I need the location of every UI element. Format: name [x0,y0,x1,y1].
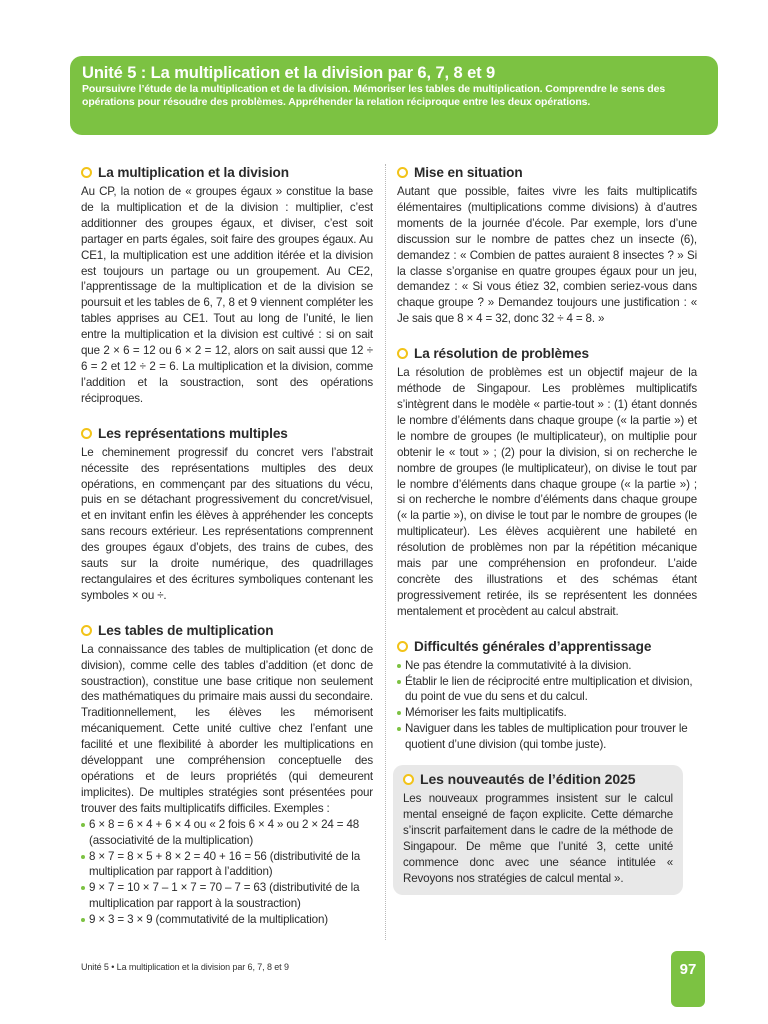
circle-bullet-icon [397,167,408,178]
column-divider [385,164,386,940]
section-text: La connaissance des tables de multiplication (et donc de division), comme celle des tables d’addition (et donc de soustraction), constitue une base critique non seulement des mathématiques du primaire mais aussi du secondaire. Traditionnellement, les élèves les mémorisent mécaniquement. Cette unité cultive chez l’enfant une facilité et une flexibilité à aborder les multiplications en développant une compréhension conceptuelle des opérations et de leurs propriétés (qui demeurent implicites). De multiples stratégies sont présentées pour trouver des faits multiplicatifs difficiles. Exemples : [81,642,373,815]
section-title: Les représentations multiples [98,425,288,441]
section-text: Autant que possible, faites vivre les faits multiplicatifs élémentaires (multiplications comme divisions) à d’autres moments de la journée d’école. Par exemple, lors d’une discussion sur le nombre de pattes chez un insecte (6), demandez : « Combien de pattes auraient 8 insectes ? » Si la classe s’organise en quatre groupes égaux pour un jeu, demandez : « Si vous étiez 32, combien seriez-vous dans chaque groupe ? » Demandez toujours une justification : « Je sais que 8 × 4 = 32, donc 32 ÷ 4 = 8. » [397,185,697,326]
unit-objectives: Poursuivre l’étude de la multiplication et de la division. Mémoriser les tables de multiplication. Comprendre le sens des opérations pour résoudre des problèmes. Appréhender la relation réciproque entre les deux opérations. [82,83,666,108]
list-item: 8 × 7 = 8 × 5 + 8 × 2 = 40 + 16 = 56 (distributivité de la multiplication par rapport à l’addition) [81,849,373,881]
section-text: Le cheminement progressif du concret vers l’abstrait nécessite des représentations multiples des deux opérations, en commençant par des situations du vécu, puis en se détachant progressivement du concret/visuel, et en invitant enfin les élèves à appréhender les concepts sans recours extérieur. Les représentations comprennent des groupes égaux d’objets, des trains de cubes, des sauts sur la droite numérique, des quadrillages rectangulaires et des écritures symboliques contenant les symboles × ou ÷. [81,445,373,602]
left-column [81,164,373,928]
page-number: 97 [671,951,705,1007]
list-item: 6 × 8 = 6 × 4 + 6 × 4 ou « 2 fois 6 × 4 » ou 2 × 24 = 48 (associativité de la multiplication) [81,817,373,849]
section-heading [397,345,697,362]
section-title: Les tables de multiplication [98,622,274,638]
section-heading [81,425,373,442]
unit-title: Unité 5 : La multiplication et la division par 6, 7, 8 et 9 [82,64,496,82]
circle-bullet-icon [397,348,408,359]
section-text: Les nouveaux programmes insistent sur le calcul mental enseigné de façon explicite. Cette démarche s’inscrit parfaitement dans le cadre de la méthode de Singapour. De même que l’unité 3, cette unité commence donc avec une séance intitulée « Revoyons nos stratégies de calcul mental ». [403,792,673,885]
list-item: 9 × 3 = 3 × 9 (commutativité de la multiplication) [81,912,373,928]
circle-bullet-icon [81,167,92,178]
list-item: Établir le lien de réciprocité entre multiplication et division, du point de vue du sens et du calcul. [397,674,697,706]
edition-2025-box [393,765,683,894]
section-heading [81,622,373,639]
section-heading [81,164,373,181]
strategy-list [81,817,373,928]
unit-banner [70,56,718,135]
section-heading [403,771,673,788]
section-heading [397,638,697,655]
section-text: Au CP, la notion de « groupes égaux » constitue la base de la multiplication et de la division : multiplier, c’est additionner des groupes égaux, et diviser, c’est soit partager en parts égales, soit faire des groupes égaux. Au CE1, la multiplication est une addition itérée et la division est toujours un partage ou un groupement. Au CE2, l’apprentissage de la multiplication et de la division se poursuit et les tables de 6, 7, 8 et 9 viennent compléter les tables apprises au CE1. Tout au long de l’unité, le lien entre la multiplication et la division est cultivé : si on sait que 2 × 6 = 12 ou 6 × 2 = 12, alors on sait aussi que 12 ÷ 6 = 2 et 12 ÷ 2 = 6. La multiplication et la division, comme l’addition et la soustraction, sont des opérations réciproques. [81,185,373,405]
section-title: Difficultés générales d’apprentissage [414,638,652,654]
page-footer: Unité 5 • La multiplication et la division par 6, 7, 8 et 9 [81,962,289,972]
section-title: Mise en situation [414,165,523,180]
section-title: Les nouveautés de l’édition 2025 [420,771,636,788]
circle-bullet-icon [403,774,414,785]
list-item: Ne pas étendre la commutativité à la division. [397,658,697,674]
circle-bullet-icon [81,428,92,439]
circle-bullet-icon [397,641,408,652]
section-text: La résolution de problèmes est un objectif majeur de la méthode de Singapour. Les problèmes multiplicatifs s’intègrent dans le modèle « partie-tout » : (1) étant donnés le nombre d’éléments dans chaque groupe (« la partie ») et le nombre de groupes (le multiplicateur), on multiplie pour obtenir le « tout » ; (2) pour la division, si on recherche le nombre de groupes (le multiplicateur), on divise le tout par le nombre d’éléments dans chaque groupe (« la partie ») ; si on recherche le nombre d’éléments dans chaque groupe (« la partie »), on divise le tout par le nombre de groupes (le multiplicateur). Les élèves acquièrent une habileté en résolution de problèmes non par la répétition mécanique mais par une compréhension en profondeur. L’aide concrète des illustrations et des schémas étant progressivement retirée, ils se représentent les données mentalement et procèdent au calcul abstrait. [397,366,697,618]
section-title: La résolution de problèmes [414,346,589,362]
section-title: La multiplication et la division [98,165,289,180]
difficulties-list [397,658,697,753]
list-item: Mémoriser les faits multiplicatifs. [397,705,697,721]
list-item: Naviguer dans les tables de multiplication pour trouver le quotient d’une division (qui tombe juste). [397,721,697,753]
section-heading [397,164,697,181]
circle-bullet-icon [81,625,92,636]
list-item: 9 × 7 = 10 × 7 – 1 × 7 = 70 – 7 = 63 (distributivité de la multiplication par rapport à la soustraction) [81,880,373,912]
right-column [397,164,697,895]
